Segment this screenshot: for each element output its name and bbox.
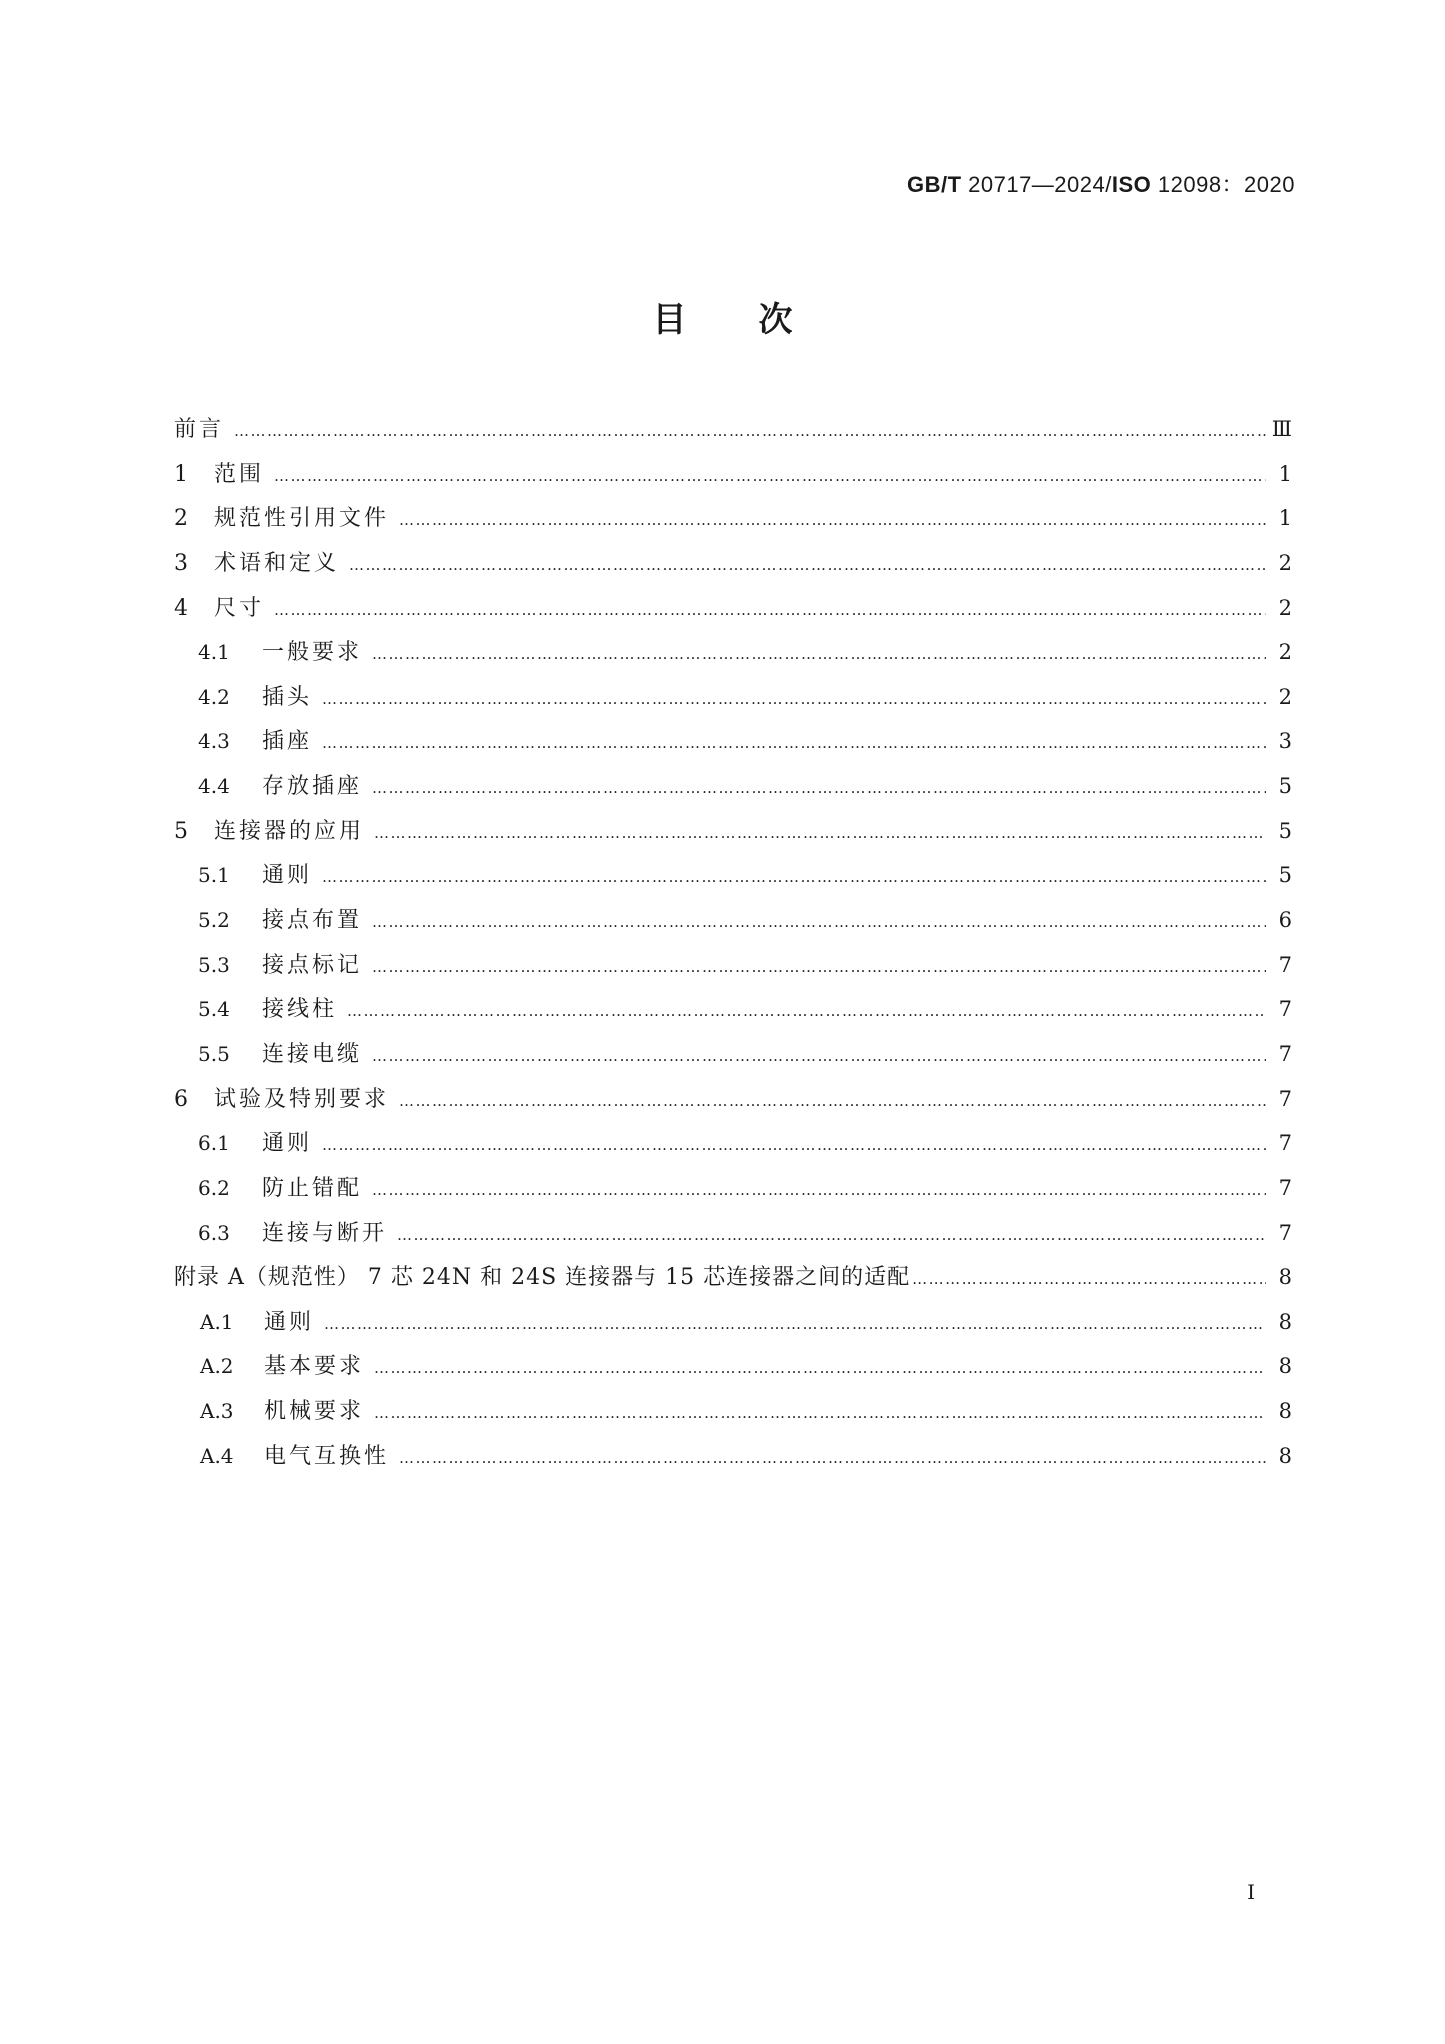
toc-leader (399, 511, 1266, 529)
toc-entry-label: 范围 (214, 461, 265, 487)
toc-entry-number: A.2 (200, 1354, 234, 1379)
toc-entry-label: 连接与断开 (262, 1220, 388, 1246)
toc-entry-label: 接线柱 (262, 997, 338, 1023)
toc-entry-a-4[interactable] (174, 1439, 1292, 1484)
doc-code-iso-number: 12098：2020 (1151, 172, 1295, 197)
toc-title: 目次 (652, 300, 865, 340)
toc-entry-number: 6.1 (198, 1131, 230, 1156)
toc-entry-label: 基本要求 (264, 1354, 365, 1380)
toc-entry-number: A.3 (200, 1399, 234, 1424)
toc-page-number: 1 (1278, 506, 1292, 531)
toc-entry-number: 4.4 (198, 774, 230, 799)
toc-entry-number: 5.2 (198, 908, 230, 933)
toc-entry-6-3[interactable] (174, 1216, 1292, 1261)
toc-page-number: 7 (1278, 1086, 1292, 1111)
toc-entry-label: 尺寸 (214, 595, 265, 621)
toc-entry-label: 电气互换性 (264, 1443, 390, 1469)
toc-entry-number: 2 (174, 506, 188, 532)
toc-entry-label: 接点标记 (262, 952, 363, 978)
toc-entry-label: 插头 (262, 684, 313, 710)
toc-page-number: 7 (1278, 1131, 1292, 1156)
toc-leader (322, 868, 1266, 886)
toc-leader (372, 779, 1266, 797)
toc-entry-number: A.1 (200, 1309, 234, 1334)
toc-entry-label: 一般要求 (262, 640, 363, 666)
toc-entry-4-3[interactable] (174, 724, 1292, 769)
toc-entry-label: 接点布置 (262, 908, 363, 934)
table-of-contents (174, 412, 1292, 1483)
toc-entry-6-1[interactable] (174, 1126, 1292, 1171)
toc-entry-label: 术语和定义 (214, 550, 340, 576)
doc-code-number: 20717—2024/ (961, 172, 1112, 197)
toc-leader (399, 1092, 1266, 1110)
toc-leader (912, 1270, 1266, 1288)
toc-entry-label: 试验及特别要求 (214, 1086, 390, 1112)
toc-entry-number: 6.2 (198, 1175, 230, 1200)
document-code (907, 168, 1295, 199)
toc-page-number: 3 (1278, 729, 1292, 754)
toc-page-number: 5 (1278, 863, 1292, 888)
toc-leader (372, 958, 1266, 976)
toc-entry-4-4[interactable] (174, 769, 1292, 814)
toc-page-number: 8 (1278, 1399, 1292, 1424)
toc-leader (322, 1136, 1266, 1154)
toc-page-number: 1 (1278, 461, 1292, 486)
toc-entry-label: 防止错配 (262, 1175, 363, 1201)
toc-leader (274, 467, 1266, 485)
toc-page-number: 8 (1278, 1309, 1292, 1334)
toc-entry-number: 5 (174, 818, 188, 844)
toc-entry-number: 1 (174, 461, 188, 487)
toc-entry-number: 5.3 (198, 952, 230, 977)
toc-page-number: 7 (1278, 952, 1292, 977)
toc-page-number: 8 (1278, 1354, 1292, 1379)
toc-leader (274, 601, 1266, 619)
toc-leader (399, 1449, 1266, 1467)
toc-entry-number: 4.2 (198, 684, 230, 709)
toc-entry-3[interactable] (174, 546, 1292, 591)
toc-entry-1[interactable] (174, 457, 1292, 502)
toc-entry-annex-a[interactable] (174, 1260, 1292, 1305)
toc-page-number: 7 (1278, 1220, 1292, 1245)
toc-entry-5-3[interactable] (174, 948, 1292, 993)
toc-leader (397, 1226, 1266, 1244)
toc-entry-a-2[interactable] (174, 1349, 1292, 1394)
toc-entry-a-3[interactable] (174, 1394, 1292, 1439)
toc-leader (372, 645, 1266, 663)
toc-page-number: Ⅲ (1271, 417, 1292, 441)
toc-entry-number: 5.4 (198, 997, 230, 1022)
toc-leader (347, 1002, 1266, 1020)
toc-entry-5[interactable] (174, 814, 1292, 859)
toc-page-number: 8 (1278, 1265, 1292, 1290)
toc-entry-label: 附录 A（规范性） 7 芯 24N 和 24S 连接器与 15 芯连接器之间的适配 (174, 1265, 911, 1291)
toc-entry-5-1[interactable] (174, 858, 1292, 903)
toc-entry-6-2[interactable] (174, 1171, 1292, 1216)
toc-page-number: 7 (1278, 997, 1292, 1022)
toc-entry-label: 存放插座 (262, 774, 363, 800)
toc-page-number: 8 (1278, 1443, 1292, 1468)
toc-entry-label: 前言 (174, 417, 225, 442)
toc-entry-label: 通则 (264, 1309, 315, 1335)
toc-page-number: 6 (1278, 908, 1292, 933)
toc-entry-label: 机械要求 (264, 1399, 365, 1425)
doc-code-prefix: GB/T (906, 172, 962, 197)
toc-leader (372, 913, 1266, 931)
doc-code-iso: ISO (1111, 172, 1152, 197)
toc-entry-number: 5.5 (198, 1041, 230, 1066)
toc-entry-5-4[interactable] (174, 992, 1292, 1037)
toc-page-number: 5 (1278, 818, 1292, 843)
toc-leader (374, 824, 1266, 842)
toc-leader (374, 1359, 1266, 1377)
toc-entry-number: 4 (174, 595, 188, 621)
toc-entry-4-2[interactable] (174, 680, 1292, 725)
page-number: I (1247, 1880, 1255, 1904)
toc-entry-4[interactable] (174, 591, 1292, 636)
toc-entry-number: 6 (174, 1086, 188, 1112)
toc-entry-label: 通则 (262, 1131, 313, 1157)
toc-page-number: 2 (1278, 550, 1292, 575)
toc-leader (374, 1404, 1266, 1422)
toc-entry-number: 4.3 (198, 729, 230, 754)
toc-entry-foreword[interactable] (174, 412, 1292, 457)
toc-entry-6[interactable] (174, 1082, 1292, 1127)
toc-entry-2[interactable] (174, 501, 1292, 546)
toc-entry-number: 5.1 (198, 863, 230, 888)
toc-leader (234, 422, 1266, 440)
toc-leader (372, 1047, 1266, 1065)
toc-leader (322, 734, 1266, 752)
toc-entry-label: 连接器的应用 (214, 818, 365, 844)
toc-leader (372, 1181, 1266, 1199)
toc-entry-number: 3 (174, 550, 188, 576)
toc-page-number: 2 (1278, 684, 1292, 709)
toc-page-number: 7 (1278, 1175, 1292, 1200)
toc-entry-a-1[interactable] (174, 1305, 1292, 1350)
toc-entry-5-2[interactable] (174, 903, 1292, 948)
toc-page-number: 2 (1278, 595, 1292, 620)
toc-entry-label: 连接电缆 (262, 1041, 363, 1067)
toc-entry-label: 规范性引用文件 (214, 506, 390, 532)
toc-entry-5-5[interactable] (174, 1037, 1292, 1082)
toc-entry-label: 插座 (262, 729, 313, 755)
toc-page-number: 7 (1278, 1041, 1292, 1066)
toc-leader (324, 1315, 1266, 1333)
toc-entry-label: 通则 (262, 863, 313, 889)
toc-leader (349, 556, 1266, 574)
toc-page-number: 5 (1278, 774, 1292, 799)
toc-entry-4-1[interactable] (174, 635, 1292, 680)
toc-entry-number: 4.1 (198, 640, 230, 665)
toc-leader (322, 690, 1266, 708)
toc-entry-number: 6.3 (198, 1220, 230, 1245)
toc-entry-number: A.4 (200, 1443, 234, 1468)
toc-page-number: 2 (1278, 640, 1292, 665)
